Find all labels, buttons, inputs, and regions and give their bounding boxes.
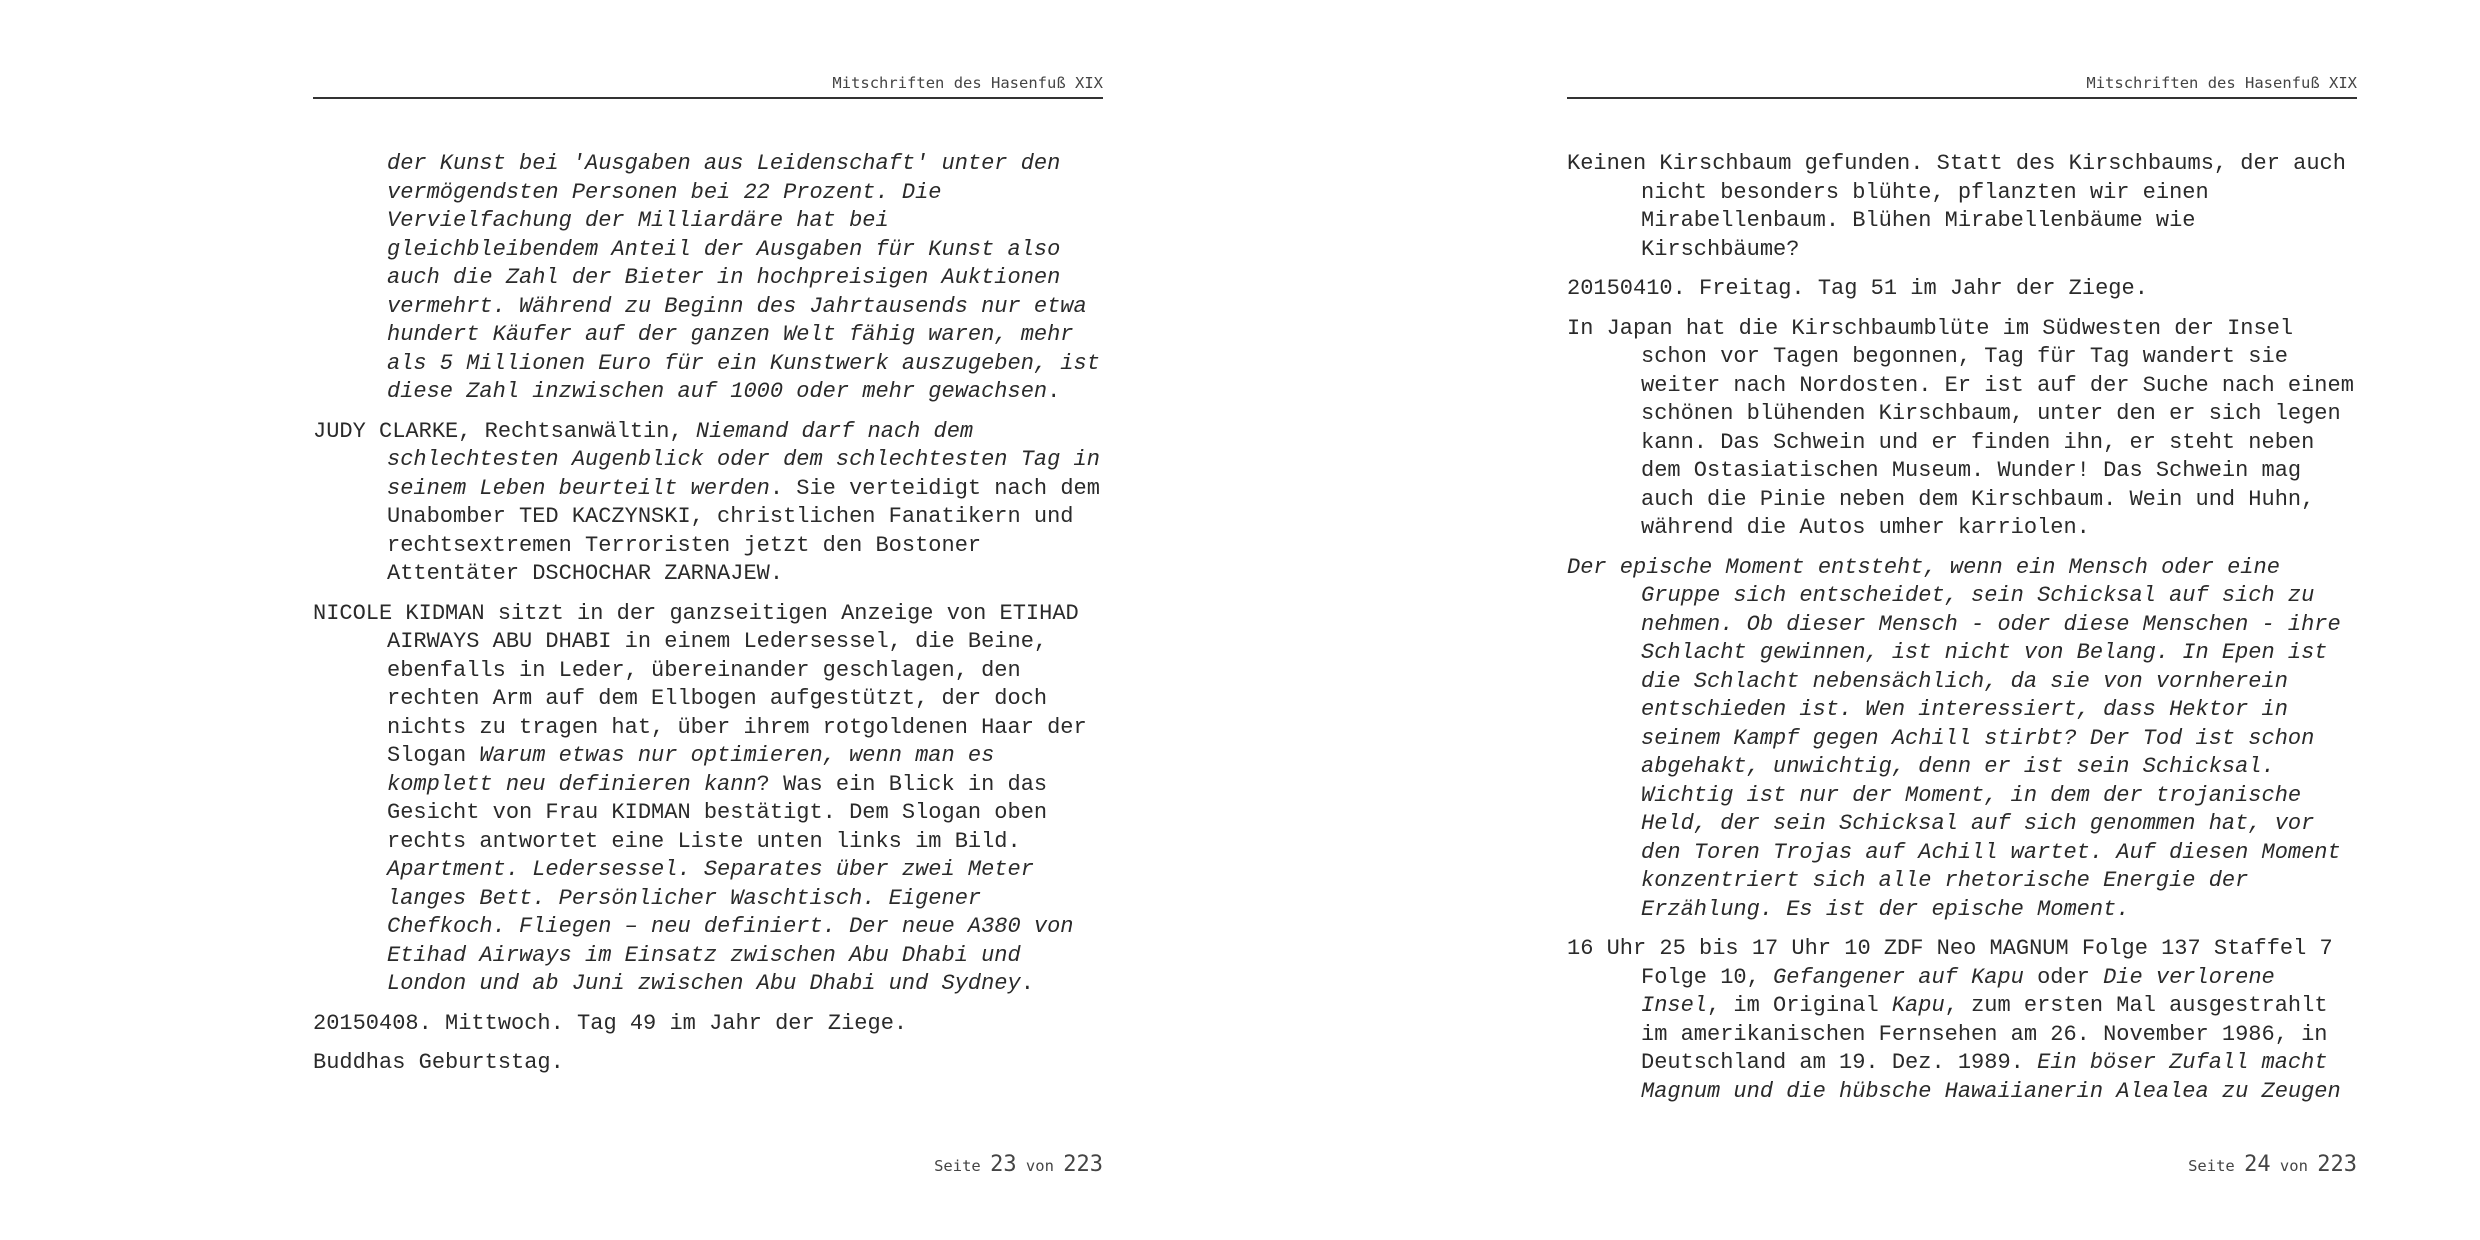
- paragraph: [1567, 150, 2357, 264]
- page-number-separator: von: [1016, 1157, 1064, 1175]
- italic-text: Warum etwas nur optimieren, wenn man es komplett neu definieren kann: [387, 743, 995, 797]
- page-body: [313, 150, 1103, 1089]
- page-number-total: 223: [2317, 1152, 2357, 1177]
- page-number: [2188, 1152, 2357, 1177]
- text-run: . Sie verteidigt nach dem Unabomber TED KACZYNSKI, christlichen Fanatikern und rechtsextremen Terroristen jetzt den Bostoner Attentäter DSCHOCHAR ZARNAJEW.: [387, 475, 1100, 586]
- page-number-current: 23: [990, 1152, 1017, 1177]
- text-run: .: [1047, 379, 1061, 404]
- date-entry: [313, 1010, 1103, 1039]
- italic-text: Niemand darf nach dem schlechtesten Augenblick oder dem schlechtesten Tag in seinem Leben beurteilt werden: [387, 418, 1100, 501]
- paragraph: [1567, 935, 2357, 1106]
- italic-text: der Kunst bei 'Ausgaben aus Leidenschaft' unter den vermögendsten Personen bei 22 Prozent. Die Vervielfachung der Milliardäre hat bei gleichbleibendem Anteil der Ausgaben für Kunst also auch die Zahl der Bieter in hochpreisigen Auktionen vermehrt. Während zu Beginn des Jahrtausends nur etwa hundert Käufer auf der ganzen Welt fähig waren, mehr als 5 Millionen Euro für ein Kunstwerk auszugeben, ist diese Zahl inzwischen auf 1000 oder mehr gewachsen: [387, 151, 1100, 404]
- page-number: [934, 1152, 1103, 1177]
- text-run: 20150410. Freitag. Tag 51 im Jahr der Ziege.: [1567, 276, 2148, 301]
- text-run: Keinen Kirschbaum gefunden. Statt des Kirschbaums, der auch nicht besonders blühte, pflanzten wir einen Mirabellenbaum. Blühen Mirabellenbäume wie Kirschbäume?: [1567, 151, 2346, 262]
- page-number-prefix: Seite: [934, 1157, 991, 1175]
- text-run: JUDY CLARKE, Rechtsanwältin,: [313, 418, 696, 444]
- text-run: oder: [2023, 964, 2104, 990]
- page-number-separator: von: [2270, 1157, 2318, 1175]
- text-run: .: [1020, 971, 1034, 996]
- page-body: [1567, 150, 2357, 1117]
- text-run: NICOLE KIDMAN sitzt in der ganzseitigen Anzeige von ETIHAD AIRWAYS ABU DHABI in einem Ledersessel, die Beine, ebenfalls in Leder, übereinander geschlagen, den rechten Arm auf dem Ellbogen aufgestützt, der doch nichts zu tragen hat, über ihrem rotgoldenen Haar der Slogan: [313, 600, 1087, 768]
- italic-text: Apartment. Ledersessel. Separates über zwei Meter langes Bett. Persönlicher Waschtisch. Eigener Chefkoch. Fliegen – neu definiert. Der neue A380 von Etihad Airways im Einsatz zwischen Abu Dhabi und London und ab Juni zwischen Abu Dhabi und Sydney: [387, 857, 1074, 996]
- left-page: [313, 0, 1103, 1240]
- page-number-current: 24: [2244, 1152, 2271, 1177]
- running-header: Mitschriften des Hasenfuß XIX: [313, 74, 1103, 99]
- date-entry: [1567, 275, 2357, 304]
- text-run: ? Was ein Blick in das Gesicht von Frau KIDMAN bestätigt. Dem Slogan oben rechts antwortet eine Liste unten links im Bild.: [387, 771, 1048, 854]
- italic-text: Ein böser Zufall macht Magnum und die hübsche Hawaiianerin Alealea zu Zeugen: [1641, 1050, 2341, 1104]
- text-run: In Japan hat die Kirschbaumblüte im Südwesten der Insel schon vor Tagen begonnen, Tag für Tag wandert sie weiter nach Nordosten. Er ist auf der Suche nach einem schönen blühenden Kirschbaum, unter den er sich legen kann. Das Schwein und er finden ihn, er steht neben dem Ostasiatischen Museum. Wunder! Das Schwein mag auch die Pinie neben dem Kirschbaum. Wein und Huhn, während die Autos umher karriolen.: [1567, 315, 2354, 540]
- italic-text: Der epische Moment entsteht, wenn ein Mensch oder eine Gruppe sich entscheidet, sein Schicksal auf sich zu nehmen. Ob dieser Mensch - oder diese Menschen - ihre Schlacht gewinnen, ist nicht von Belang. In Epen ist die Schlacht nebensächlich, da sie von vornherein entschieden ist. Wen interessiert, dass Hektor in seinem Kampf gegen Achill stirbt? Der Tod ist schon abgehakt, unwichtig, denn er ist sein Schicksal. Wichtig ist nur der Moment, in dem der trojanische Held, der sein Schicksal auf sich genommen hat, vor den Toren Trojas auf Achill wartet. Auf diesen Moment konzentriert sich alle rhetorische Energie der Erzählung. Es ist der epische Moment.: [1567, 554, 2341, 922]
- italic-text: Kapu: [1891, 993, 1945, 1018]
- paragraph: [1567, 315, 2357, 543]
- paragraph: [1567, 554, 2357, 925]
- paragraph: [313, 600, 1103, 999]
- text-run: Buddhas Geburtstag.: [313, 1050, 564, 1075]
- running-header: Mitschriften des Hasenfuß XIX: [1567, 74, 2357, 99]
- paragraph: [313, 150, 1103, 407]
- text-run: , zum ersten Mal ausgestrahlt im amerikanischen Fernsehen am 26. November 1986, in Deutschland am 19. Dez. 1989.: [1641, 993, 2328, 1075]
- paragraph: [313, 1049, 1103, 1078]
- italic-text: Gefangener auf Kapu: [1773, 964, 2024, 990]
- page-number-total: 223: [1063, 1152, 1103, 1177]
- italic-text: Die verlorene Insel: [1641, 964, 2275, 1018]
- text-run: 16 Uhr 25 bis 17 Uhr 10 ZDF Neo MAGNUM Folge 137 Staffel 7 Folge 10,: [1567, 936, 2333, 990]
- right-page: [1567, 0, 2357, 1240]
- page-number-prefix: Seite: [2188, 1157, 2245, 1175]
- text-run: , im Original: [1707, 993, 1892, 1018]
- text-run: 20150408. Mittwoch. Tag 49 im Jahr der Ziege.: [313, 1010, 908, 1036]
- paragraph: [313, 418, 1103, 589]
